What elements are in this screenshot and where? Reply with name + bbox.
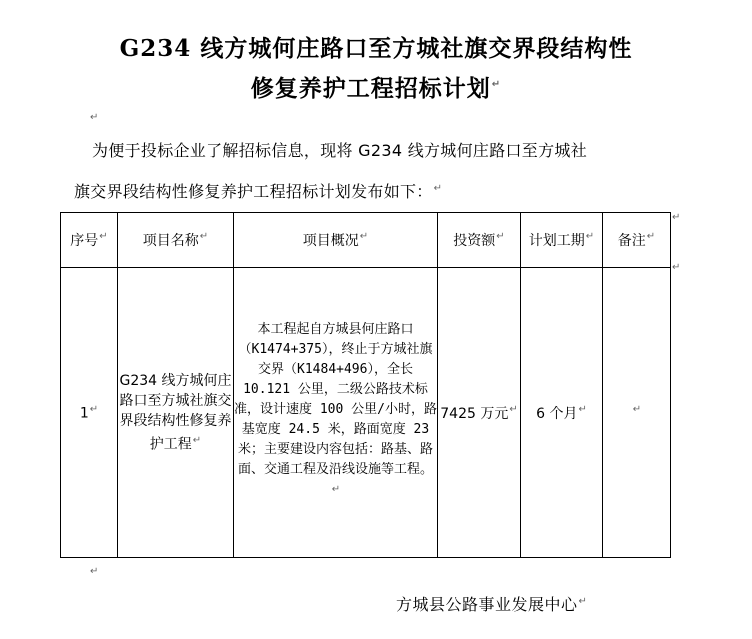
paragraph-mark-icon: ↵ — [89, 403, 99, 415]
document-title-line-2: 修复养护工程招标计划↵ — [250, 75, 502, 102]
paragraph-mark-icon: ↵ — [578, 403, 587, 415]
paragraph-mark-icon: ↵ — [192, 434, 202, 446]
paragraph-mark-icon: ↵ — [99, 231, 108, 243]
header-cell-investment: 投资额↵ — [438, 213, 521, 268]
paragraph-mark-icon: ↵ — [90, 566, 99, 577]
cell-index: 1↵ — [61, 268, 118, 558]
table-row — [61, 268, 671, 558]
cell-project-name: G234 线方城何庄路口至方城社旗交界段结构性修复养护工程↵ — [118, 268, 234, 558]
paragraph-mark-icon: ↵ — [491, 79, 502, 91]
cell-duration: 6 个月↵ — [521, 268, 603, 558]
paragraph-mark-icon: ↵ — [90, 112, 99, 123]
header-cell-duration: 计划工期↵ — [521, 213, 603, 268]
paragraph-mark-icon: ↵ — [646, 231, 656, 243]
intro-line-1: 为便于投标企业了解招标信息，现将 G234 线方城何庄路口至方城社 — [92, 141, 588, 160]
header-cell-name: 项目名称↵ — [118, 213, 234, 268]
paragraph-mark-icon: ↵ — [585, 231, 595, 243]
intro-line-2: 旗交界段结构性修复养护工程招标计划发布如下：↵ — [74, 182, 443, 201]
table-header-row — [61, 213, 671, 268]
cell-remark — [603, 268, 671, 558]
row-end-mark-icon: ↵ — [672, 262, 681, 273]
paragraph-mark-icon: ↵ — [331, 484, 341, 496]
header-cell-remark: 备注↵ — [603, 213, 671, 268]
issuer-signature: 方城县公路事业发展中心↵ — [396, 595, 588, 614]
paragraph-mark-icon: ↵ — [433, 182, 443, 194]
cell-project-summary: 本工程起自方城县何庄路口（K1474+375），终止于方城社旗交界（K1484+496），全长 10.121 公里，二级公路技术标准，设计速度 100 公里/小时，路基宽度 24.5 米，路面宽度 23 米；主要建设内容包括：路基、路面、交通工程及沿线设施等工程。↵ — [234, 268, 438, 558]
paragraph-mark-icon: ↵ — [496, 231, 505, 243]
paragraph-mark-icon: ↵ — [578, 595, 588, 607]
header-cell-summary: 项目概况↵ — [234, 213, 438, 268]
bid-plan-table — [60, 212, 671, 558]
row-end-mark-icon: ↵ — [672, 212, 681, 223]
paragraph-mark-icon: ↵ — [359, 231, 369, 243]
document-title-line-1: G234 线方城何庄路口至方城社旗交界段结构性 — [119, 35, 633, 62]
header-cell-index: 序号↵ — [61, 213, 118, 268]
cell-investment: 7425 万元↵ — [438, 268, 521, 558]
paragraph-mark-icon: ↵ — [632, 403, 642, 415]
paragraph-mark-icon: ↵ — [509, 403, 518, 415]
paragraph-mark-icon: ↵ — [199, 231, 209, 243]
